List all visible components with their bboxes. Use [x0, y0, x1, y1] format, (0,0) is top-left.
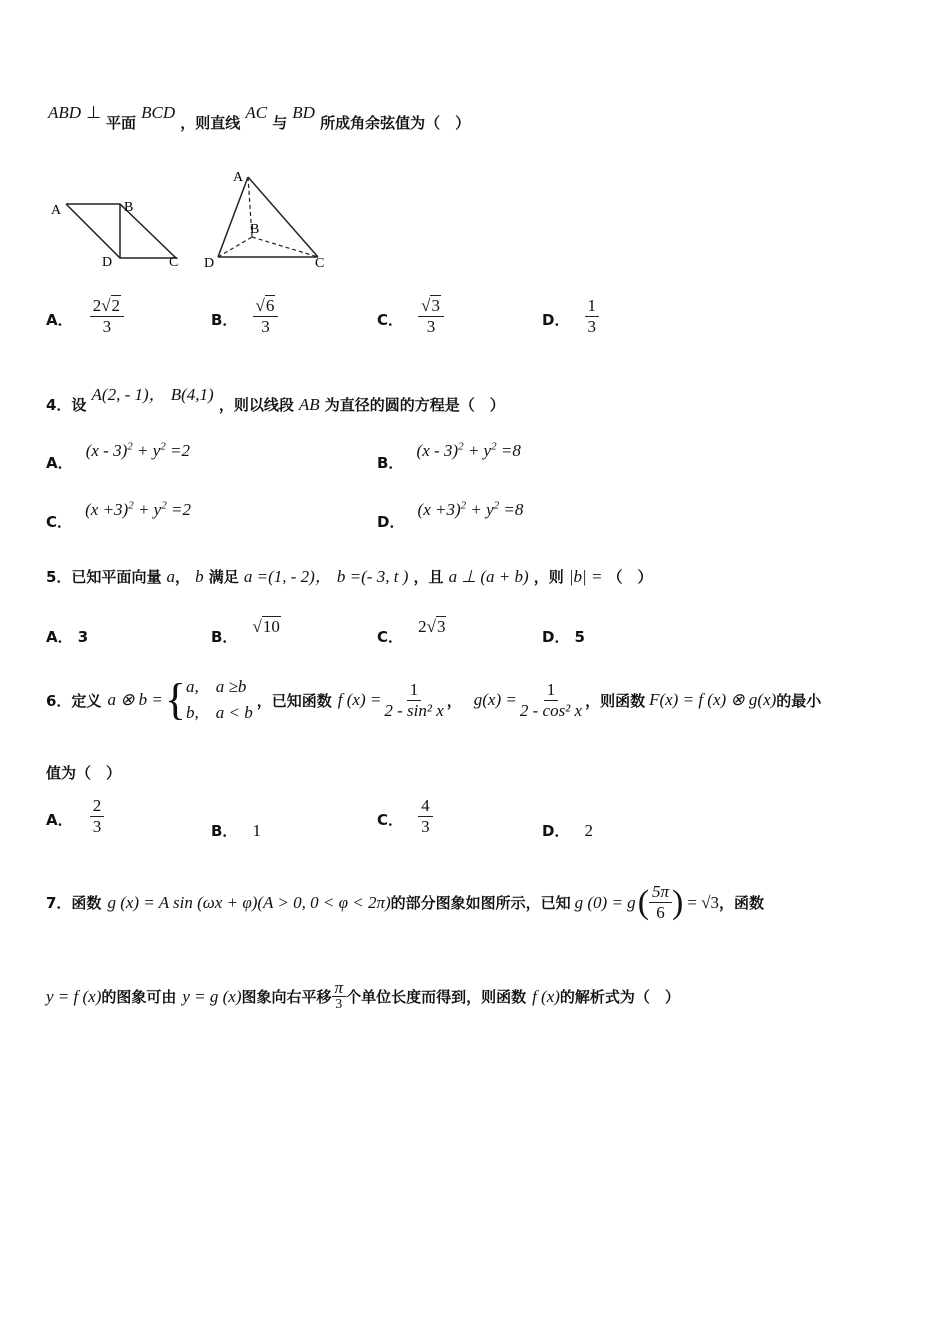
q5-option-d[interactable] — [542, 626, 585, 647]
q5-num: 5．已知平面向量 — [46, 568, 162, 586]
q3-bd: BD — [292, 103, 315, 122]
option-label: B． — [377, 454, 404, 472]
q3-figure-tetrahedron — [200, 165, 335, 275]
option-expr: $(x - 3)^2 + y^2 =2$ — [85, 440, 190, 460]
fig2-label-d: D — [204, 256, 215, 271]
q6-case2: b, a < b — [186, 703, 253, 722]
option-label: D． — [542, 628, 570, 646]
q6-line2: 值为（ ） — [46, 764, 122, 782]
q7-y-g: y = g (x) — [182, 986, 242, 1006]
q7-num: 7．函数 — [46, 894, 102, 912]
option-expr: $(x - 3)^2 + y^2 =8$ — [416, 440, 521, 460]
fig1-label-c: C — [169, 255, 179, 270]
q6-def-lhs: a ⊗ b = — [107, 690, 163, 709]
fig1-label-a: A — [51, 203, 62, 218]
option-value: 3 — [77, 628, 89, 646]
fig2-label-b: B — [250, 222, 260, 237]
q6-f-lhs: f (x) = — [337, 690, 382, 709]
q7-stem: 7．函数 g (x) = A sin (ωx + φ)(A > 0, 0 < φ < 2π) 的部分图象如图所示，已知 g (0) = g ( $\frac{5\pi}{6}$ ) = √3 ，函数 — [46, 882, 765, 922]
q6-cases: { a, a ≥b b, a < b — [164, 675, 253, 724]
q6-F-expr: F(x) = f (x) ⊗ g(x) — [649, 690, 777, 709]
option-fraction: $\frac{1}{3}$ — [585, 296, 600, 337]
option-expr: $(x +3)^2 + y^2 =2$ — [85, 499, 191, 519]
q4-option-a[interactable] — [46, 440, 190, 472]
q6-tail: 的最小 — [776, 691, 822, 710]
option-fraction: $\frac{√6}{3}$ — [253, 296, 279, 337]
q5-and: ，且 — [413, 568, 444, 586]
option-value: 2√3 — [418, 617, 446, 636]
q6-stem — [46, 674, 821, 726]
q4-ask: 为直径的圆的方程是（ ） — [324, 396, 505, 414]
q4-point-b: B(4,1) — [170, 385, 214, 404]
option-label: A． — [46, 311, 73, 329]
q5-ask: （ ） — [607, 568, 653, 586]
q3-figure-parallelogram — [46, 192, 186, 272]
q7-line2-d: 的解析式为（ ） — [559, 988, 680, 1006]
q6-option-d[interactable] — [542, 820, 593, 841]
option-expr: $(x +3)^2 + y^2 =8$ — [417, 499, 524, 519]
q7-line2-b: 图象向右平移 — [241, 988, 332, 1006]
q6-num: 6．定义 — [46, 691, 102, 710]
q5-perp: a ⊥ (a + b) — [448, 567, 529, 586]
q7-g-expr: g (x) = A sin (ωx + φ)(A > 0, 0 < φ < 2π) — [107, 892, 391, 912]
option-fraction: $\frac{√3}{3}$ — [418, 296, 444, 337]
q6-option-b[interactable] — [211, 820, 261, 841]
q7-pi-frac: $\frac{\pi}{3}$ — [332, 980, 347, 1013]
q5-option-a[interactable] — [46, 626, 88, 647]
q3-option-d[interactable] — [542, 296, 599, 337]
fig1-label-d: D — [102, 255, 113, 270]
q7-frac: $\frac{5\pi}{6}$ — [649, 882, 672, 923]
option-value: 2 — [584, 821, 594, 840]
q3-then-line: ，则直线 — [180, 114, 241, 132]
q4-option-b[interactable] — [377, 440, 521, 472]
option-value: 1 — [252, 821, 262, 840]
fig1-label-b: B — [124, 200, 134, 215]
q5-a: a — [166, 567, 176, 586]
q5-absb: |b| = — [568, 567, 603, 586]
q6-f-frac: $\frac{1}{\text{2 - sin² x}}$ — [384, 679, 444, 720]
q7-f: f (x) — [532, 986, 560, 1006]
option-label: C． — [377, 811, 404, 829]
q6-known: ，已知函数 — [256, 691, 332, 710]
q6-g-lhs: g(x) = — [473, 690, 517, 709]
q5-stem — [46, 562, 653, 587]
q6-sep: ， — [446, 691, 462, 710]
q4-mid: ，则以线段 — [218, 396, 294, 414]
q6-case1: a, a ≥b — [186, 677, 247, 696]
q7-line2-c: 个单位长度而得到，则函数 — [346, 988, 527, 1006]
q7-part: 的部分图象如图所示，已知 — [390, 894, 571, 912]
option-label: C． — [377, 311, 404, 329]
option-label: C． — [377, 628, 404, 646]
q3-option-b[interactable] — [211, 296, 278, 337]
option-label: A． — [46, 454, 73, 472]
q5-eq-a: a =(1, - 2)， — [243, 567, 332, 586]
q4-seg: AB — [298, 395, 320, 414]
option-fraction: $\frac{2√2}{3}$ — [90, 296, 124, 337]
option-label: D． — [377, 513, 405, 531]
q3-ask: 所成角余弦值为（ ） — [320, 114, 471, 132]
fig2-label-a: A — [233, 170, 244, 185]
q3-and: 与 — [272, 114, 288, 132]
option-label: B． — [211, 822, 238, 840]
q7-eq-sqrt: = √3 — [687, 892, 720, 912]
q4-num: 4．设 — [46, 396, 87, 414]
q5-b: b — [195, 567, 204, 586]
option-value: √10 — [252, 617, 280, 636]
q3-ac: AC — [245, 103, 268, 122]
option-value: 5 — [574, 628, 585, 646]
option-label: C． — [46, 513, 73, 531]
q7-func: ，函数 — [719, 894, 765, 912]
option-fraction: $\frac{2}{3}$ — [90, 796, 105, 837]
q6-g-frac: $\frac{1}{\text{2 - cos² x}}$ — [519, 679, 583, 720]
q3-bcd: BCD — [141, 103, 176, 122]
q7-line2 — [46, 980, 680, 1013]
q3-stem — [48, 102, 471, 132]
option-label: B． — [211, 311, 238, 329]
option-label: B． — [211, 628, 238, 646]
q7-line2-a: 的图象可由 — [101, 988, 177, 1006]
q3-abd: ABD — [48, 103, 82, 122]
q5-option-b[interactable] — [211, 616, 281, 646]
q5-option-c[interactable] — [377, 616, 446, 646]
q6-then: ，则函数 — [585, 691, 646, 710]
option-label: D． — [542, 822, 570, 840]
option-fraction: $\frac{4}{3}$ — [418, 796, 433, 837]
q6-option-c[interactable] — [377, 796, 433, 837]
q3-perp: ⊥ — [86, 103, 101, 122]
q3-plane: 平面 — [106, 114, 137, 132]
option-label: A． — [46, 811, 73, 829]
q5-eq-b: b =(- 3, t ) — [336, 567, 409, 586]
option-label: D． — [542, 311, 570, 329]
q7-g0: g (0) = g — [574, 892, 636, 912]
q3-option-c[interactable] — [377, 296, 444, 337]
q5-then: ，则 — [533, 568, 564, 586]
q3-option-a[interactable] — [46, 296, 124, 337]
q6-option-a[interactable] — [46, 796, 104, 837]
q4-point-a: A(2, - 1)， — [91, 385, 166, 404]
fig2-label-c: C — [315, 256, 325, 271]
q5-comma: ， — [175, 568, 191, 586]
q7-y-f: y = f (x) — [46, 986, 102, 1006]
q4-stem — [46, 380, 505, 414]
q4-option-d[interactable] — [377, 499, 524, 531]
q5-satisfy: 满足 — [208, 568, 239, 586]
q4-option-c[interactable] — [46, 499, 191, 531]
option-label: A． — [46, 628, 73, 646]
